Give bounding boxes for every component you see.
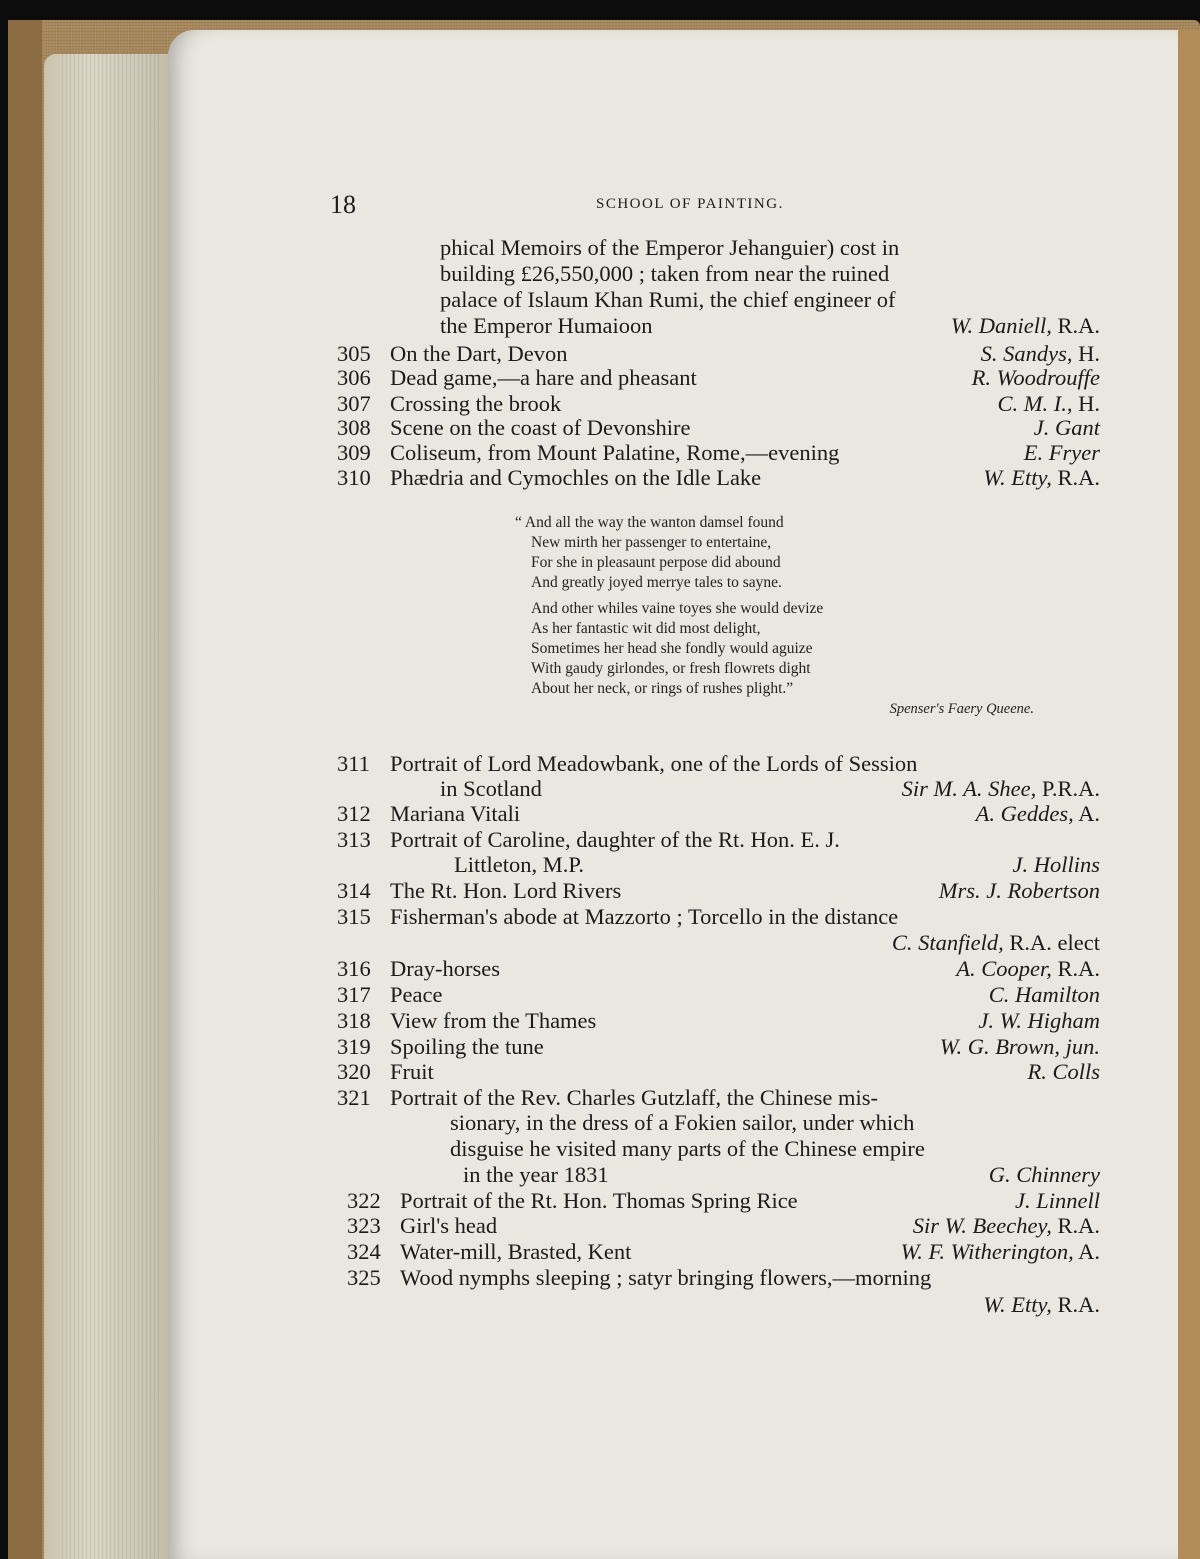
entry-title: Peace	[390, 982, 443, 1007]
entry-artist: J. Linnell	[1015, 1188, 1100, 1213]
continuation-line: palace of Islaum Khan Rumi, the chief engineer of	[440, 287, 896, 312]
entry-number: 320	[337, 1059, 371, 1084]
entry-artist: J. W. Higham	[978, 1008, 1100, 1033]
entry-title: Portrait of the Rt. Hon. Thomas Spring Rice	[400, 1188, 798, 1213]
running-head: SCHOOL OF PAINTING.	[596, 196, 784, 212]
entry-title: Dray-horses	[390, 956, 500, 981]
entry-number: 307	[337, 391, 371, 416]
entry-title-continued: in Scotland	[440, 776, 542, 801]
quote-line: New mirth her passenger to entertaine,	[531, 534, 772, 551]
entry-number: 322	[347, 1188, 381, 1213]
continuation-artist: W. Daniell, R.A.	[950, 313, 1100, 338]
entry-number: 310	[337, 465, 371, 490]
entry-artist: S. Sandys, H.	[980, 341, 1100, 366]
entry-title: Dead game,—a hare and pheasant	[390, 365, 697, 390]
entry-artist: R. Colls	[1027, 1059, 1100, 1084]
quote-line: As her fantastic wit did most delight,	[531, 620, 761, 637]
quote-line: Sometimes her head she fondly would aguize	[531, 640, 813, 657]
entry-title: The Rt. Hon. Lord Rivers	[390, 878, 622, 903]
entry-title: Water-mill, Brasted, Kent	[400, 1239, 632, 1264]
entry-title-continued: sionary, in the dress of a Fokien sailor, under which	[450, 1110, 915, 1135]
entry-artist: E. Fryer	[1023, 440, 1100, 465]
entry-title-continued: in the year 1831	[463, 1162, 609, 1187]
entry-artist: G. Chinnery	[988, 1162, 1100, 1187]
entry-artist: R. Woodrouffe	[971, 365, 1100, 390]
quote-line: And greatly joyed merrye tales to sayne.	[531, 574, 782, 591]
cover-right-edge	[1178, 30, 1200, 1559]
entry-artist: J. Hollins	[1012, 852, 1100, 877]
entry-artist: Mrs. J. Robertson	[938, 878, 1100, 903]
entry-artist: W. Etty, R.A.	[983, 1292, 1100, 1317]
quote-line: About her neck, or rings of rushes plight.”	[531, 680, 794, 697]
entry-title: Mariana Vitali	[390, 801, 521, 826]
entry-title: Girl's head	[400, 1213, 498, 1238]
entry-title: Wood nymphs sleeping ; satyr bringing flowers,—morning	[400, 1265, 932, 1290]
entry-number: 314	[337, 878, 371, 903]
quote-line: With gaudy girlondes, or fresh flowrets dight	[531, 660, 811, 677]
entry-number: 319	[337, 1034, 371, 1059]
entry-number: 308	[337, 415, 371, 440]
entry-artist: C. Hamilton	[988, 982, 1100, 1007]
entry-title: Coliseum, from Mount Palatine, Rome,—evening	[390, 440, 840, 465]
page-number: 18	[330, 190, 356, 219]
entry-artist: W. F. Witherington, A.	[900, 1239, 1100, 1264]
entry-title: Phædria and Cymochles on the Idle Lake	[390, 465, 762, 490]
continuation-line: building £26,550,000 ; taken from near the ruined	[440, 261, 890, 286]
entry-title: View from the Thames	[390, 1008, 597, 1033]
entry-artist: C. Stanfield, R.A. elect	[891, 930, 1100, 955]
cover-spine-edge	[8, 20, 42, 1559]
entry-number: 305	[337, 341, 371, 366]
entry-number: 317	[337, 982, 371, 1007]
entry-artist: A. Cooper, R.A.	[956, 956, 1100, 981]
entry-number: 321	[337, 1085, 371, 1110]
page-header	[0, 190, 1200, 220]
entry-number: 318	[337, 1008, 371, 1033]
quote-line: For she in pleasaunt perpose did abound	[531, 554, 781, 571]
entry-number: 325	[347, 1265, 381, 1290]
entry-artist: A. Geddes, A.	[975, 801, 1100, 826]
entry-number: 316	[337, 956, 371, 981]
entry-number: 323	[347, 1213, 381, 1238]
entry-title: Fruit	[390, 1059, 434, 1084]
quote-attribution: Spenser's Faery Queene.	[889, 701, 1034, 717]
entry-artist: Sir W. Beechey, R.A.	[912, 1213, 1100, 1238]
entry-number: 315	[337, 904, 371, 929]
entry-artist: J. Gant	[1033, 415, 1100, 440]
quote-line: And other whiles vaine toyes she would devize	[531, 600, 824, 617]
entry-artist: C. M. I., H.	[997, 391, 1100, 416]
entry-artist: Sir M. A. Shee, P.R.A.	[901, 776, 1100, 801]
entry-title: Scene on the coast of Devonshire	[390, 415, 691, 440]
continuation-line: phical Memoirs of the Emperor Jehanguier) cost in	[440, 235, 900, 260]
entry-title: Portrait of the Rev. Charles Gutzlaff, the Chinese mis-	[390, 1085, 879, 1110]
entry-title: On the Dart, Devon	[390, 341, 568, 366]
entry-number: 324	[347, 1239, 381, 1264]
entry-number: 311	[337, 751, 370, 776]
entry-title-continued: disguise he visited many parts of the Chinese empire	[450, 1136, 925, 1161]
continuation-line: the Emperor Humaioon	[440, 313, 653, 338]
entry-title: Portrait of Lord Meadowbank, one of the Lords of Session	[390, 751, 918, 776]
quote-line: “ And all the way the wanton damsel found	[515, 514, 784, 531]
entry-number: 309	[337, 440, 371, 465]
entry-artist: W. Etty, R.A.	[983, 465, 1100, 490]
entry-number: 313	[337, 827, 371, 852]
entry-title: Fisherman's abode at Mazzorto ; Torcello in the distance	[390, 904, 899, 929]
entry-number: 306	[337, 365, 371, 390]
entry-artist: W. G. Brown, jun.	[939, 1034, 1100, 1059]
entry-title-continued: Littleton, M.P.	[454, 852, 585, 877]
entry-title: Portrait of Caroline, daughter of the Rt. Hon. E. J.	[390, 827, 840, 852]
entry-title: Crossing the brook	[390, 391, 562, 416]
entry-title: Spoiling the tune	[390, 1034, 544, 1059]
entry-number: 312	[337, 801, 371, 826]
